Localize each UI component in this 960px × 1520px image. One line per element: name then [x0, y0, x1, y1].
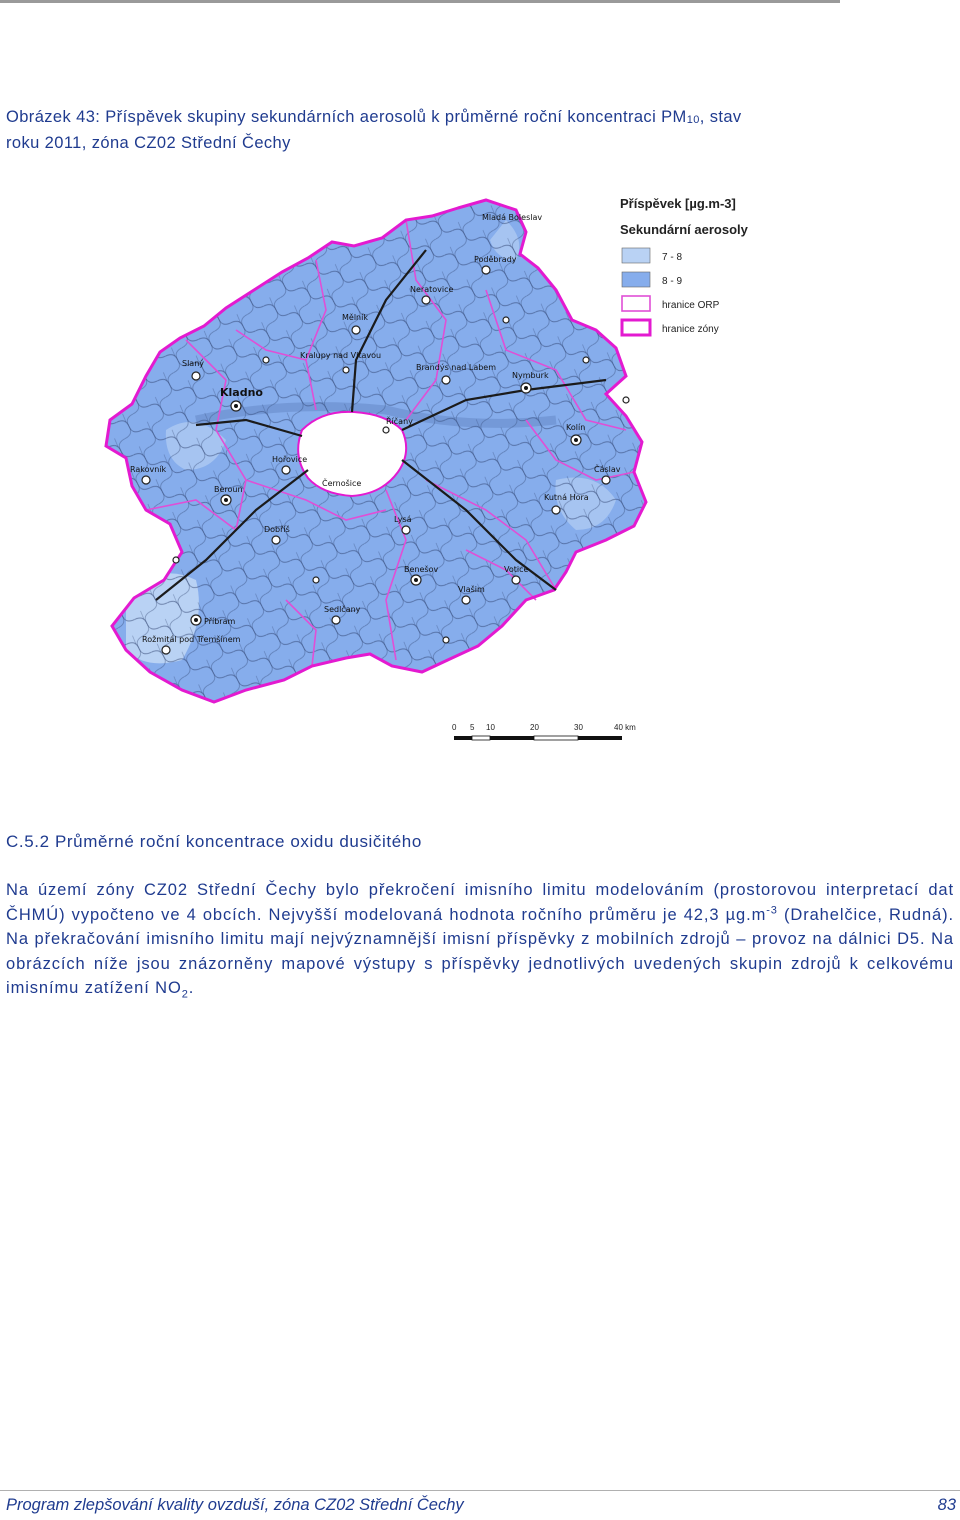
caption-suffix: , stav: [699, 108, 742, 126]
town-label: Čáslav: [594, 465, 621, 474]
scale-label: 40 km: [614, 723, 636, 732]
town-label: Sedlčany: [324, 605, 361, 614]
caption-text: Obrázek 43: Příspěvek skupiny sekundárních aerosolů k průměrné roční koncentraci PM: [6, 108, 687, 126]
town-label: Černošice: [322, 479, 362, 488]
figure-caption: [6, 106, 956, 155]
town-label: Slaný: [182, 359, 205, 368]
paragraph-superscript: -3: [766, 904, 778, 916]
map-legend: [620, 196, 749, 335]
legend-swatch-dark: [622, 272, 650, 287]
caption-line-2: roku 2011, zóna CZ02 Střední Čechy: [6, 134, 291, 152]
paragraph-text: (Drahelčice, Rudná). Na překračování imisního limitu mají nejvýznamnější imisní příspěvky z mobilních zdrojů – provoz na dálnici D5. Na obrázcích níže jsou znázorněny mapové výstupy s příspěvky jednotlivých uvedených skupin zdrojů k celkovému imisnímu zatížení NO: [6, 905, 955, 997]
legend-label: hranice ORP: [662, 300, 720, 311]
town-label: Kralupy nad Vltavou: [300, 351, 382, 360]
map-figure: [86, 180, 786, 750]
town-label: Beroun: [214, 485, 243, 494]
page-footer: [0, 1494, 960, 1520]
town-label: Mělník: [342, 313, 368, 322]
scale-bar: [452, 723, 636, 740]
page-number: 83: [937, 1496, 956, 1514]
scale-label: 0: [452, 723, 457, 732]
town-label: Kutná Hora: [544, 493, 589, 502]
town-label: Votice: [504, 565, 529, 574]
town-label: Příbram: [204, 617, 236, 626]
paragraph-text: .: [188, 979, 195, 997]
contribution-map: [86, 180, 786, 750]
town-label: Dobříš: [264, 525, 290, 534]
town-label: Hořovice: [272, 455, 308, 464]
body-paragraph: [6, 878, 954, 1001]
scale-label: 30: [574, 723, 583, 732]
paragraph-text: Na území zóny CZ02 Střední Čechy bylo překročení imisního limitu modelováním (prostorovou interpretací dat ČHMÚ) vypočteno ve 4 obcích. Nejvyšší modelovaná hodnota ročního průměru je 42,3 µg.m: [6, 881, 954, 924]
town-label: Neratovice: [410, 285, 454, 294]
legend-swatch-zone: [622, 320, 650, 335]
town-label: Nymburk: [512, 371, 549, 380]
legend-label: hranice zóny: [662, 324, 719, 335]
footer-rule: [0, 1490, 960, 1491]
legend-subtitle: Sekundární aerosoly: [620, 222, 748, 237]
town-label: Kolín: [566, 423, 586, 432]
town-label: Mladá Boleslav: [482, 213, 543, 222]
section-heading: C.5.2 Průměrné roční koncentrace oxidu dusičitého: [6, 832, 422, 851]
caption-subscript: 10: [686, 114, 700, 126]
town-label: Benešov: [404, 565, 439, 574]
legend-title: Příspěvek [µg.m-3]: [620, 196, 736, 211]
scale-label: 20: [530, 723, 539, 732]
town-label: Vlašim: [458, 585, 485, 594]
town-label: Rakovník: [130, 465, 167, 474]
legend-label: 8 - 9: [662, 276, 683, 287]
town-label: Kladno: [220, 386, 263, 399]
town-label: Brandýs nad Labem: [416, 363, 497, 372]
scale-label: 10: [486, 723, 495, 732]
town-label: Říčany: [386, 417, 413, 426]
caption-line-1: [6, 106, 956, 132]
legend-swatch-light: [622, 248, 650, 263]
top-rule: [0, 0, 840, 3]
legend-label: 7 - 8: [662, 252, 683, 263]
scale-label: 5: [470, 723, 475, 732]
legend-swatch-orp: [622, 296, 650, 311]
paragraph-subscript: 2: [181, 988, 189, 1001]
town-label: Lysá: [394, 515, 412, 524]
town-label: Poděbrady: [474, 255, 517, 264]
town-label: Rožmitál pod Třemšínem: [142, 635, 241, 644]
footer-title: Program zlepšování kvality ovzduší, zóna CZ02 Střední Čechy: [6, 1496, 464, 1514]
